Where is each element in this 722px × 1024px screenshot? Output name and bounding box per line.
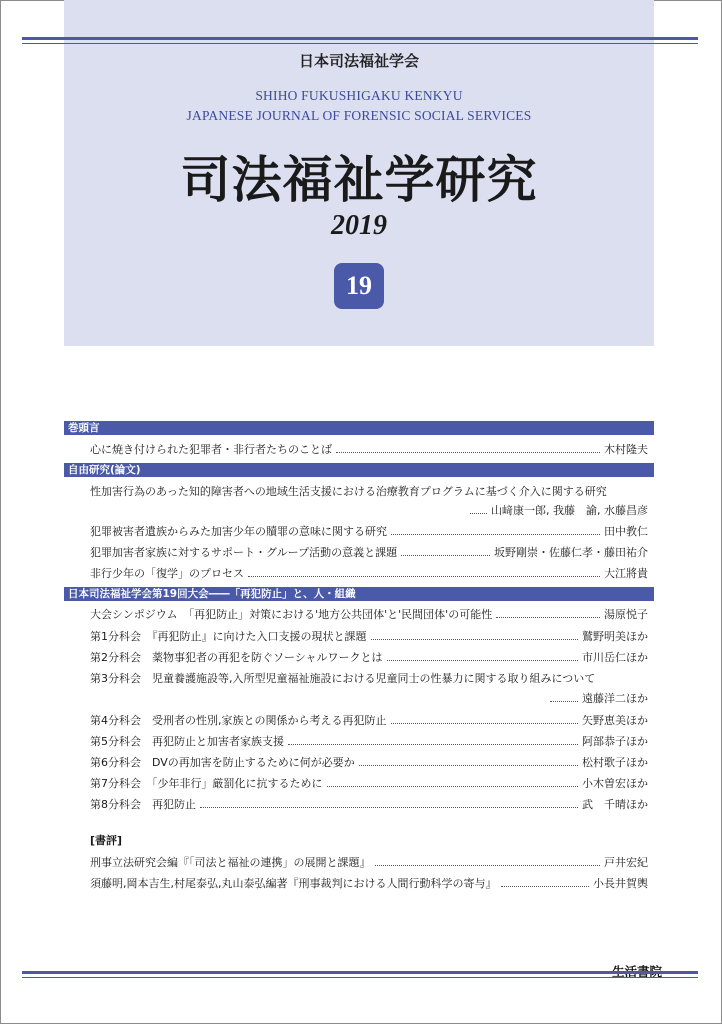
entry-title: 第1分科会 『再犯防止』に向けた入口支援の現状と課題 [90,630,367,643]
toc-entry [90,521,648,539]
toc-entry [90,563,648,581]
entry-author: 松村歌子ほか [582,756,648,769]
entry-title: 第5分科会 再犯防止と加害者家族支援 [90,735,284,748]
entry-title: 犯罪加害者家族に対するサポート・グループ活動の意義と課題 [90,546,398,559]
entry-author: 小木曽宏ほか [582,777,648,790]
entry-title: 第2分科会 薬物事犯者の再犯を防ぐソーシャルワークとは [90,651,383,664]
toc-entry [90,668,648,686]
entry-title: 心に焼き付けられた犯罪者・非行者たちのことば [90,443,332,456]
english-title: JAPANESE JOURNAL OF FORENSIC SOCIAL SERVICES [186,108,532,123]
section-label-reviews: [書評] [90,834,123,847]
entry-title: 第8分科会 再犯防止 [90,798,196,811]
society-name: 日本司法福祉学会 [298,52,419,70]
entry-title: 第3分科会 児童養護施設等,入所型児童福祉施設における児童同士の性暴力に関する取り組みについて [90,672,596,685]
publication-year: 2019 [331,210,387,241]
entry-author: 木村隆夫 [604,443,648,456]
entry-title: 犯罪被害者遺族からみた加害少年の贖罪の意味に関する研究 [90,525,387,538]
entry-author: 矢野恵美ほか [582,714,648,727]
entry-title: 第6分科会 DVの再加害を防止するために何が必要か [90,756,355,769]
entry-author: 武 千晴ほか [582,798,648,811]
toc-entry [90,542,648,560]
toc-entry [90,500,648,518]
entry-author: 遠藤洋二ほか [582,692,648,705]
entry-title: 第7分科会 「少年非行」厳罰化に抗するために [90,777,323,790]
entry-author: 大江將貴 [604,567,648,580]
toc-entry [90,794,648,812]
romanized-title: SHIHO FUKUSHIGAKU KENKYU [255,88,463,103]
entry-author: 小長井賀輿 [593,877,648,890]
entry-author: 阿部恭子ほか [582,735,648,748]
entry-title: 須藤明,岡本吉生,村尾泰弘,丸山泰弘編著『刑事裁判における人間行動科学の寄与』 [90,877,497,890]
entry-title: 刑事立法研究会編『「司法と福祉の連携」の展開と課題』 [90,856,371,869]
section-label-research: 自由研究(論文) [68,464,141,476]
journal-title: 司法福祉学研究 [180,150,538,209]
section-bar-foreword [64,421,654,435]
entry-title: 非行少年の「復学」のプロセス [90,567,244,580]
toc-entry [90,731,648,749]
toc-entry [90,752,648,770]
entry-author: 坂野剛崇・佐藤仁孝・藤田祐介 [494,546,648,559]
toc-entry [90,873,648,891]
section-label-conference: 日本司法福祉学会第19回大会――「再犯防止」と、人・組織 [68,588,356,600]
bottom-rule-thin [22,977,698,978]
toc-entry [90,688,648,706]
section-bar-research [64,463,654,477]
toc-entry [90,710,648,728]
toc-entry [90,626,648,644]
toc-entry [90,647,648,665]
entry-author: 戸井宏紀 [604,856,648,869]
toc-entry [90,481,648,499]
entry-title: 性加害行為のあった知的障害者への地域生活支援における治療教育プログラムに基づく介入に関する研究 [90,485,607,498]
entry-author: 鷲野明美ほか [582,630,648,643]
entry-author: 山﨑康一郎, 我藤 諭, 水藤昌彦 [491,504,648,517]
top-rule-thin [22,43,698,44]
entry-title: 大会シンポジウム 「再犯防止」対策における'地方公共団体'と'民間団体'の可能性 [90,608,493,621]
top-rule-thick [22,37,698,40]
toc-entry [90,852,648,870]
entry-title: 第4分科会 受刑者の性別,家族との関係から考える再犯防止 [90,714,387,727]
bottom-rule-thick [22,971,698,974]
entry-author: 湯原悦子 [604,608,648,621]
entry-author: 市川岳仁ほか [582,651,648,664]
toc-entry [90,604,648,622]
entry-author: 田中教仁 [604,525,648,538]
toc-entry [90,439,648,457]
volume-badge: 19 [334,263,384,309]
toc-entry [90,773,648,791]
section-label-foreword: 巻頭言 [68,422,100,434]
